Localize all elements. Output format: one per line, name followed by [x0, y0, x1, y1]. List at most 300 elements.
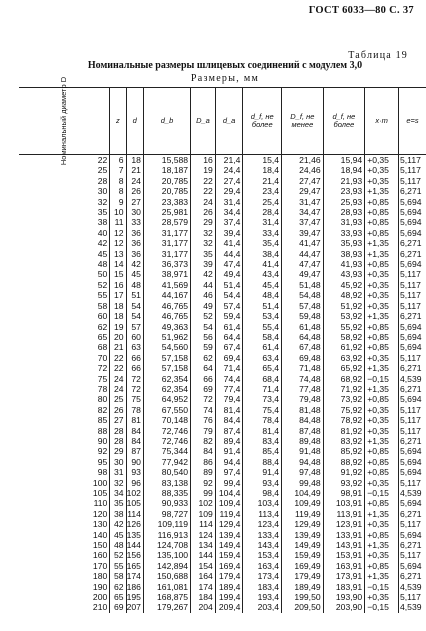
table-cell: 43,93	[323, 269, 365, 279]
table-cell: 68,4	[243, 374, 282, 384]
table-cell: 90	[126, 457, 143, 467]
table-cell: 41,4	[243, 259, 282, 269]
table-cell: 100	[19, 478, 110, 488]
table-cell: +0,85	[365, 498, 399, 508]
table-cell: 90	[19, 436, 110, 446]
table-cell: 52	[110, 550, 126, 560]
table-cell: 49,4	[215, 269, 243, 279]
table-cell: +1,35	[365, 384, 399, 394]
table-cell: 63,92	[323, 353, 365, 363]
table-cell: 7	[110, 165, 126, 175]
table-cell: 179,49	[282, 571, 324, 581]
col-header-d: d	[126, 88, 143, 155]
table-cell: 31,177	[143, 238, 190, 248]
table-cell: 62	[191, 353, 216, 363]
table-cell: 24,4	[215, 165, 243, 175]
table-cell: 5,117	[400, 165, 421, 176]
table-cell: 58	[110, 571, 126, 581]
table-cell: 102	[126, 488, 143, 498]
table-cell: 169,49	[282, 561, 324, 571]
table-cell: 89,4	[215, 436, 243, 446]
table-cell: +0,85	[365, 457, 399, 467]
table-cell: 91,48	[282, 446, 324, 456]
table-row	[19, 478, 426, 488]
table-cell: 42	[191, 269, 216, 279]
table-cell: 28	[19, 176, 110, 186]
table-cell: 52	[19, 280, 110, 290]
table-cell: 41,47	[282, 238, 324, 248]
table-cell: 84	[126, 436, 143, 446]
table-cell: 11	[110, 217, 126, 227]
table-cell: 5,694	[400, 456, 422, 467]
table-cell: 69,48	[282, 353, 324, 363]
table-cell: 17	[110, 290, 126, 300]
table-cell: +0,35	[365, 290, 399, 300]
table-cell: 5,117	[400, 269, 421, 280]
table-cell: 21,4	[243, 176, 282, 186]
table-cell: 130	[19, 519, 110, 529]
table-cell: 195	[126, 592, 143, 602]
table-cell: 5,694	[400, 331, 422, 342]
table-cell: 65	[110, 592, 126, 602]
table-row	[19, 311, 426, 321]
table-cell: 71,92	[323, 384, 365, 394]
table-cell: 48	[19, 259, 110, 269]
table-cell: 114	[126, 509, 143, 519]
table-cell: 199,4	[215, 592, 243, 602]
table-row	[19, 165, 426, 175]
table-cell: 8	[110, 176, 126, 186]
table-cell: 73,4	[243, 394, 282, 404]
table-cell: 163,91	[323, 561, 365, 571]
table-cell: 6,271	[400, 363, 422, 374]
table-cell: 57,158	[143, 353, 190, 363]
table-cell: 93,4	[243, 478, 282, 488]
table-cell: +0,35	[365, 415, 399, 425]
table-cell: 5,694	[400, 467, 422, 478]
table-cell: 49,363	[143, 322, 190, 332]
table-cell: 74,48	[282, 374, 324, 384]
table-cell: 36	[126, 228, 143, 238]
table-cell: 6,271	[400, 248, 422, 259]
table-cell: 91,4	[243, 467, 282, 477]
table-cell: 5,117	[400, 300, 421, 311]
table-cell: 173,4	[243, 571, 282, 581]
table-cell: 83,4	[243, 436, 282, 446]
table-cell: 5,694	[400, 498, 422, 509]
table-row	[19, 394, 426, 404]
table-cell: 46	[191, 290, 216, 300]
table-cell: 59	[191, 342, 216, 352]
table-cell: 50	[19, 269, 110, 279]
table-cell: 4,539	[400, 373, 422, 384]
table-row	[19, 384, 426, 394]
table-cell: +0,35	[365, 280, 399, 290]
table-cell: 5,117	[400, 404, 421, 415]
table-cell: 5,117	[400, 415, 421, 426]
table-row	[19, 207, 426, 217]
table-cell: 19	[110, 322, 126, 332]
table-cell: 105	[19, 488, 110, 498]
table-row	[19, 197, 426, 207]
table-cell: 5,117	[400, 592, 421, 603]
table-row	[19, 509, 426, 519]
table-cell: 71,4	[243, 384, 282, 394]
table-cell: 72	[191, 394, 216, 404]
table-cell: 64,952	[143, 394, 190, 404]
table-cell: 99,4	[215, 478, 243, 488]
table-cell: 12	[110, 238, 126, 248]
table-cell: 139,4	[215, 530, 243, 540]
table-cell: 102	[191, 498, 216, 508]
table-body	[19, 155, 426, 613]
table-cell: 48	[126, 280, 143, 290]
table-cell: 27	[126, 197, 143, 207]
table-cell: 76	[191, 415, 216, 425]
table-cell: 179,4	[215, 571, 243, 581]
table-cell: 15,4	[243, 155, 282, 166]
table-cell: 87,4	[215, 426, 243, 436]
table-cell: +0,85	[365, 207, 399, 217]
table-cell: 28,579	[143, 217, 190, 227]
col-header-xm: x·m	[365, 88, 399, 155]
table-cell: 114	[191, 519, 216, 529]
table-cell: +0,85	[365, 561, 399, 571]
table-cell: 16	[110, 280, 126, 290]
table-cell: 165	[126, 561, 143, 571]
table-label: Таблица 19	[348, 50, 408, 61]
table-cell: +0,35	[365, 155, 399, 166]
table-cell: 5,117	[400, 519, 421, 530]
table-cell: 210	[19, 602, 110, 612]
table-cell: 36	[126, 238, 143, 248]
table-cell: 58	[19, 301, 110, 311]
table-cell: 63,4	[243, 353, 282, 363]
table-cell: 15	[110, 269, 126, 279]
table-cell: 48,4	[243, 290, 282, 300]
table-cell: 61,4	[243, 342, 282, 352]
col-header-db: d_b	[143, 88, 190, 155]
table-cell: 32	[110, 478, 126, 488]
table-row	[19, 155, 426, 166]
table-cell: 62	[110, 582, 126, 592]
table-cell: 56	[191, 332, 216, 342]
col-header-da: d_a	[215, 88, 243, 155]
table-cell: 123,4	[243, 519, 282, 529]
table-row	[19, 342, 426, 352]
table-cell: 81,4	[243, 426, 282, 436]
table-cell: 48	[110, 540, 126, 550]
table-row	[19, 530, 426, 540]
table-cell: 6,271	[400, 311, 422, 322]
table-cell: 31	[110, 467, 126, 477]
table-cell: 160	[19, 550, 110, 560]
table-cell: 40	[19, 228, 110, 238]
table-row	[19, 436, 426, 446]
table-cell: 29	[110, 446, 126, 456]
table-cell: 31,4	[215, 197, 243, 207]
table-cell: 57,48	[282, 301, 324, 311]
table-cell: 5,694	[400, 342, 422, 353]
table-row	[19, 290, 426, 300]
table-cell: 42	[126, 259, 143, 269]
table-cell: 110	[19, 498, 110, 508]
table-cell: 65	[19, 332, 110, 342]
table-row	[19, 238, 426, 248]
table-cell: 84,4	[215, 415, 243, 425]
table-row	[19, 176, 426, 186]
table-cell: 133,4	[243, 530, 282, 540]
table-cell: +0,35	[365, 269, 399, 279]
table-cell: 20	[110, 332, 126, 342]
table-cell: +0,35	[365, 176, 399, 186]
table-cell: 64	[191, 363, 216, 373]
table-cell: 9	[110, 197, 126, 207]
table-cell: 21	[110, 342, 126, 352]
table-cell: 129,49	[282, 519, 324, 529]
table-cell: 71,48	[282, 363, 324, 373]
table-cell: 66	[126, 363, 143, 373]
table-cell: 97,48	[282, 467, 324, 477]
table-cell: 84	[126, 426, 143, 436]
table-cell: 31,4	[243, 217, 282, 227]
table-cell: 126	[126, 519, 143, 529]
table-cell: 5,117	[400, 279, 421, 290]
table-cell: 24	[126, 176, 143, 186]
table-cell: +1,35	[365, 311, 399, 321]
table-cell: 58,4	[243, 332, 282, 342]
table-cell: +0,35	[365, 550, 399, 560]
table-cell: 174	[126, 571, 143, 581]
table-cell: 29	[191, 217, 216, 227]
table-cell: 91,4	[215, 446, 243, 456]
table-cell: 189,49	[282, 582, 324, 592]
table-cell: +0,35	[365, 405, 399, 415]
table-cell: 44,167	[143, 290, 190, 300]
table-cell: 69,4	[215, 353, 243, 363]
table-cell: 6,271	[400, 540, 422, 551]
table-cell: 10	[110, 207, 126, 217]
table-cell: 38	[110, 509, 126, 519]
table-row	[19, 571, 426, 581]
table-cell: +0,85	[365, 217, 399, 227]
table-cell: 8	[110, 186, 126, 196]
table-cell: 93,92	[323, 478, 365, 488]
table-cell: 79,4	[215, 394, 243, 404]
table-cell: 87,48	[282, 426, 324, 436]
table-cell: 44	[191, 280, 216, 290]
table-cell: 193,4	[243, 592, 282, 602]
table-cell: +0,85	[365, 228, 399, 238]
table-cell: 68	[19, 342, 110, 352]
table-cell: 39,4	[215, 228, 243, 238]
table-cell: 129,4	[215, 519, 243, 529]
table-cell: 66	[126, 353, 143, 363]
table-cell: +0,35	[365, 426, 399, 436]
table-cell: 103,91	[323, 498, 365, 508]
table-cell: 79,48	[282, 394, 324, 404]
table-cell: 104,4	[215, 488, 243, 498]
table-cell: 144	[126, 540, 143, 550]
table-cell: +1,35	[365, 509, 399, 519]
table-cell: 75,4	[243, 405, 282, 415]
table-cell: 65,92	[323, 363, 365, 373]
table-cell: 5,694	[400, 207, 422, 218]
table-cell: 150	[19, 540, 110, 550]
col-header-es: e=s	[399, 88, 426, 155]
table-cell: 104,49	[282, 488, 324, 498]
table-cell: 93	[126, 467, 143, 477]
table-cell: 21,93	[323, 176, 365, 186]
table-cell: +1,35	[365, 571, 399, 581]
table-cell: 189,4	[215, 582, 243, 592]
table-row	[19, 446, 426, 456]
table-cell: 25,93	[323, 197, 365, 207]
table-cell: 62,354	[143, 374, 190, 384]
table-cell: 31,177	[143, 228, 190, 238]
table-cell: 75	[19, 374, 110, 384]
table-cell: 44,4	[215, 249, 243, 259]
table-cell: 5,117	[400, 352, 421, 363]
table-cell: 15,588	[143, 155, 190, 166]
table-cell: +0,85	[365, 332, 399, 342]
table-cell: 84,48	[282, 415, 324, 425]
table-row	[19, 561, 426, 571]
table-cell: 51,962	[143, 332, 190, 342]
table-cell: 149,49	[282, 540, 324, 550]
table-cell: 26	[110, 405, 126, 415]
table-cell: 120	[19, 509, 110, 519]
table-cell: 91,92	[323, 467, 365, 477]
table-cell: 54,4	[215, 290, 243, 300]
table-cell: 119,49	[282, 509, 324, 519]
table-cell: 163,4	[243, 561, 282, 571]
table-cell: 51,4	[243, 301, 282, 311]
table-cell: 74	[191, 405, 216, 415]
table-cell: 88	[19, 426, 110, 436]
table-cell: 39	[191, 259, 216, 269]
table-cell: 31,47	[282, 197, 324, 207]
table-row	[19, 186, 426, 196]
table-cell: 5,117	[400, 477, 421, 488]
table-cell: 42	[19, 238, 110, 248]
table-cell: 81,4	[215, 405, 243, 415]
table-cell: 5,117	[400, 175, 421, 186]
table-cell: 159,49	[282, 550, 324, 560]
table-cell: 79	[191, 426, 216, 436]
table-cell: 190	[19, 582, 110, 592]
table-cell: 183,91	[323, 582, 365, 592]
table-cell: 161,081	[143, 582, 190, 592]
table-cell: +0,85	[365, 394, 399, 404]
table-cell: 62	[19, 322, 110, 332]
table-cell: 5,694	[400, 529, 422, 540]
table-cell: 13	[110, 249, 126, 259]
table-cell: 57,4	[215, 301, 243, 311]
table-row	[19, 488, 426, 498]
table-cell: 35	[19, 207, 110, 217]
table-cell: 199,50	[282, 592, 324, 602]
table-cell: 78	[19, 384, 110, 394]
table-title: Номинальные размеры шлицевых соединений с модулем 3,0	[87, 60, 363, 71]
table-cell: 53,92	[323, 311, 365, 321]
table-cell: 123,91	[323, 519, 365, 529]
table-cell: 98,727	[143, 509, 190, 519]
table-cell: 85,4	[243, 446, 282, 456]
table-cell: 67,48	[282, 342, 324, 352]
table-cell: 95	[19, 457, 110, 467]
table-cell: 30	[19, 186, 110, 196]
table-cell: 170	[19, 561, 110, 571]
table-cell: 38,4	[243, 249, 282, 259]
table-cell: 51,92	[323, 301, 365, 311]
table-cell: 5,694	[400, 321, 422, 332]
table-cell: 72	[126, 384, 143, 394]
table-cell: 203,90	[323, 602, 365, 612]
table-cell: 140	[19, 530, 110, 540]
table-cell: 74,4	[215, 374, 243, 384]
table-cell: 72	[126, 374, 143, 384]
table-cell: 80	[19, 394, 110, 404]
col-header-Da: D_a	[191, 88, 216, 155]
table-cell: 80,540	[143, 467, 190, 477]
table-cell: 90,933	[143, 498, 190, 508]
table-cell: 143,4	[243, 540, 282, 550]
table-cell: +0,35	[365, 478, 399, 488]
table-cell: 54	[126, 301, 143, 311]
table-cell: −0,15	[365, 488, 399, 498]
table-cell: 124	[191, 530, 216, 540]
table-cell: 179,267	[143, 602, 190, 612]
table-row	[19, 550, 426, 560]
table-cell: 45	[19, 249, 110, 259]
table-cell: +0,35	[365, 353, 399, 363]
table-cell: 45,4	[243, 280, 282, 290]
table-cell: 34	[110, 488, 126, 498]
table-cell: 30	[126, 207, 143, 217]
table-cell: +1,35	[365, 363, 399, 373]
table-cell: 23,93	[323, 186, 365, 196]
table-cell: 116,913	[143, 530, 190, 540]
table-cell: 4,539	[400, 602, 422, 613]
table-cell: 6,271	[400, 571, 422, 582]
col-header-z: z	[110, 88, 126, 155]
table-cell: 149,4	[215, 540, 243, 550]
table-cell: 142,894	[143, 561, 190, 571]
table-cell: 21	[126, 165, 143, 175]
table-cell: 124,708	[143, 540, 190, 550]
table-cell: 48,92	[323, 290, 365, 300]
table-cell: 6,271	[400, 435, 422, 446]
table-cell: 77,942	[143, 457, 190, 467]
table-cell: 22	[191, 176, 216, 186]
table-cell: +0,85	[365, 342, 399, 352]
table-cell: 81,48	[282, 405, 324, 415]
table-cell: 6,271	[400, 186, 422, 197]
table-cell: 23,4	[243, 186, 282, 196]
table-cell: 183,4	[243, 582, 282, 592]
table-cell: 61,48	[282, 322, 324, 332]
table-cell: +0,85	[365, 467, 399, 477]
table-cell: 75	[126, 394, 143, 404]
table-cell: 88,92	[323, 457, 365, 467]
table-cell: +0,85	[365, 322, 399, 332]
table-cell: 5,694	[400, 227, 422, 238]
table-cell: 5,694	[400, 560, 422, 571]
table-cell: 47,4	[215, 259, 243, 269]
table-cell: −0,15	[365, 602, 399, 612]
table-cell: 98,4	[243, 488, 282, 498]
